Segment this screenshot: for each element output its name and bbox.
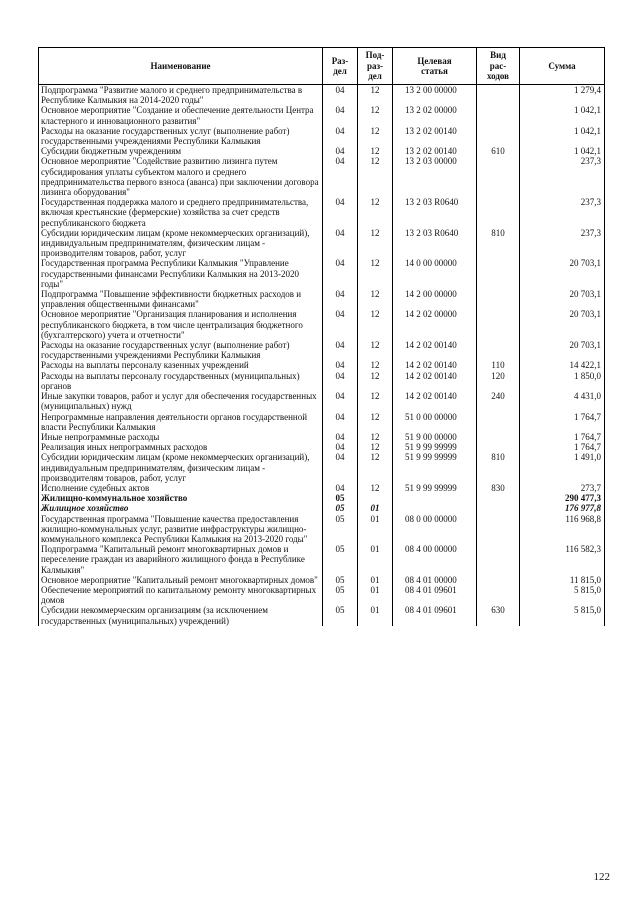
cell-celevaya: 08 4 01 09601 xyxy=(393,585,477,605)
cell-razdel: 05 xyxy=(323,585,358,605)
cell-celevaya: 14 2 02 00000 xyxy=(393,309,477,340)
cell-razdel: 04 xyxy=(323,146,358,156)
cell-razdel: 05 xyxy=(323,605,358,625)
cell-podrazdel: 12 xyxy=(358,360,393,370)
cell-summa: 237,3 xyxy=(520,156,605,197)
cell-podrazdel: 12 xyxy=(358,105,393,125)
cell-celevaya: 14 2 02 00140 xyxy=(393,371,477,391)
page-number: 122 xyxy=(593,871,610,883)
cell-name: Субсидии бюджетным учреждениям xyxy=(39,146,323,156)
cell-podrazdel: 12 xyxy=(358,412,393,432)
cell-razdel: 04 xyxy=(323,309,358,340)
table-row xyxy=(39,514,605,545)
cell-razdel: 04 xyxy=(323,197,358,228)
cell-podrazdel: 12 xyxy=(358,483,393,493)
cell-razdel: 04 xyxy=(323,85,358,106)
cell-razdel: 05 xyxy=(323,575,358,585)
cell-name: Жилищно-коммунальное хозяйство xyxy=(39,493,323,503)
table-row xyxy=(39,585,605,605)
cell-razdel: 05 xyxy=(323,514,358,545)
cell-name: Субсидии юридическим лицам (кроме некоммерческих организаций), индивидуальным предпринимателям, физическим лицам - производителям товаров, работ, услуг xyxy=(39,228,323,259)
cell-summa: 20 703,1 xyxy=(520,340,605,360)
cell-vid xyxy=(477,126,520,146)
cell-name: Государственная программа "Повышение качества предоставления жилищно-коммунальных услуг, развитие инфраструктуры жилищно-коммунального комплекса Республики Калмыкия на 2013-2020 годы" xyxy=(39,514,323,545)
cell-podrazdel: 12 xyxy=(358,371,393,391)
cell-summa: 5 815,0 xyxy=(520,585,605,605)
cell-celevaya: 08 4 01 09601 xyxy=(393,605,477,625)
table-row xyxy=(39,391,605,411)
cell-summa: 1 491,0 xyxy=(520,452,605,483)
cell-summa: 14 422,1 xyxy=(520,360,605,370)
table-row xyxy=(39,309,605,340)
cell-vid xyxy=(477,585,520,605)
table-row xyxy=(39,544,605,575)
cell-vid xyxy=(477,412,520,432)
table-row xyxy=(39,258,605,289)
cell-name: Реализация иных непрограммных расходов xyxy=(39,442,323,452)
cell-razdel: 04 xyxy=(323,412,358,432)
header-name: Наименование xyxy=(39,48,323,85)
cell-summa: 1 764,7 xyxy=(520,432,605,442)
cell-vid: 110 xyxy=(477,360,520,370)
cell-vid xyxy=(477,289,520,309)
cell-celevaya: 13 2 02 00000 xyxy=(393,105,477,125)
cell-vid xyxy=(477,493,520,503)
cell-summa: 20 703,1 xyxy=(520,258,605,289)
table-row xyxy=(39,126,605,146)
table-row xyxy=(39,360,605,370)
cell-podrazdel: 01 xyxy=(358,544,393,575)
cell-razdel: 04 xyxy=(323,258,358,289)
table-row xyxy=(39,432,605,442)
budget-table xyxy=(38,47,605,626)
cell-razdel: 04 xyxy=(323,340,358,360)
cell-podrazdel: 12 xyxy=(358,309,393,340)
cell-summa: 273,7 xyxy=(520,483,605,493)
cell-celevaya: 14 0 00 00000 xyxy=(393,258,477,289)
cell-podrazdel: 01 xyxy=(358,585,393,605)
cell-summa: 1 042,1 xyxy=(520,126,605,146)
cell-razdel: 04 xyxy=(323,105,358,125)
header-vid: Вид рас- ходов xyxy=(477,48,520,85)
cell-vid: 240 xyxy=(477,391,520,411)
cell-name: Основное мероприятие "Создание и обеспечение деятельности Центра кластерного и инновационного развития" xyxy=(39,105,323,125)
cell-podrazdel: 01 xyxy=(358,605,393,625)
table-row xyxy=(39,483,605,493)
table-row xyxy=(39,156,605,197)
table-row xyxy=(39,197,605,228)
table-row xyxy=(39,340,605,360)
table-row xyxy=(39,146,605,156)
cell-podrazdel: 12 xyxy=(358,289,393,309)
cell-podrazdel: 12 xyxy=(358,146,393,156)
cell-summa: 1 279,4 xyxy=(520,85,605,106)
cell-vid: 610 xyxy=(477,146,520,156)
table-row xyxy=(39,105,605,125)
cell-podrazdel: 12 xyxy=(358,197,393,228)
cell-vid: 810 xyxy=(477,228,520,259)
cell-summa: 11 815,0 xyxy=(520,575,605,585)
cell-celevaya xyxy=(393,493,477,503)
table-row xyxy=(39,575,605,585)
cell-summa: 237,3 xyxy=(520,228,605,259)
table-header-row xyxy=(39,48,605,85)
cell-razdel: 04 xyxy=(323,391,358,411)
cell-vid xyxy=(477,258,520,289)
cell-summa: 1 850,0 xyxy=(520,371,605,391)
cell-name: Подпрограмма "Капитальный ремонт многоквартирных домов и переселение граждан из аварийного жилищного фонда в Республике Калмыкия" xyxy=(39,544,323,575)
cell-celevaya: 13 2 03 00000 xyxy=(393,156,477,197)
cell-celevaya: 51 0 00 00000 xyxy=(393,412,477,432)
cell-podrazdel: 12 xyxy=(358,156,393,197)
cell-celevaya: 13 2 03 R0640 xyxy=(393,197,477,228)
table-body xyxy=(39,85,605,626)
cell-name: Расходы на выплаты персоналу государственных (муниципальных) органов xyxy=(39,371,323,391)
header-razdel: Раз- дел xyxy=(323,48,358,85)
cell-name: Расходы на оказание государственных услуг (выполнение работ) государственными учреждениями Республики Калмыкия xyxy=(39,126,323,146)
table-row xyxy=(39,605,605,625)
cell-name: Исполнение судебных актов xyxy=(39,483,323,493)
cell-summa: 1 764,7 xyxy=(520,442,605,452)
cell-vid xyxy=(477,514,520,545)
cell-summa: 237,3 xyxy=(520,197,605,228)
cell-celevaya: 13 2 03 R0640 xyxy=(393,228,477,259)
cell-summa: 4 431,0 xyxy=(520,391,605,411)
cell-name: Расходы на оказание государственных услуг (выполнение работ) государственными учреждениями Республики Калмыкия xyxy=(39,340,323,360)
cell-vid: 630 xyxy=(477,605,520,625)
cell-name: Жилищное хозяйство xyxy=(39,503,323,513)
cell-celevaya: 14 2 02 00140 xyxy=(393,360,477,370)
cell-name: Подпрограмма "Повышение эффективности бюджетных расходов и управления общественными финансами" xyxy=(39,289,323,309)
cell-podrazdel: 12 xyxy=(358,432,393,442)
cell-celevaya: 51 9 00 00000 xyxy=(393,432,477,442)
cell-podrazdel: 12 xyxy=(358,258,393,289)
table-row xyxy=(39,452,605,483)
cell-summa: 1 042,1 xyxy=(520,105,605,125)
cell-summa: 20 703,1 xyxy=(520,289,605,309)
cell-celevaya xyxy=(393,503,477,513)
cell-summa: 176 977,8 xyxy=(520,503,605,513)
cell-razdel: 04 xyxy=(323,452,358,483)
cell-razdel: 05 xyxy=(323,503,358,513)
table-row xyxy=(39,85,605,106)
cell-vid xyxy=(477,575,520,585)
cell-summa: 1 042,1 xyxy=(520,146,605,156)
cell-podrazdel: 01 xyxy=(358,503,393,513)
cell-podrazdel: 12 xyxy=(358,442,393,452)
cell-razdel: 04 xyxy=(323,289,358,309)
cell-razdel: 04 xyxy=(323,483,358,493)
cell-podrazdel: 01 xyxy=(358,575,393,585)
cell-vid xyxy=(477,85,520,106)
cell-celevaya: 51 9 99 99999 xyxy=(393,442,477,452)
cell-name: Основное мероприятие "Капитальный ремонт многоквартирных домов" xyxy=(39,575,323,585)
cell-vid xyxy=(477,432,520,442)
cell-podrazdel: 01 xyxy=(358,514,393,545)
cell-summa: 5 815,0 xyxy=(520,605,605,625)
cell-podrazdel: 12 xyxy=(358,85,393,106)
cell-summa: 1 764,7 xyxy=(520,412,605,432)
cell-summa: 290 477,3 xyxy=(520,493,605,503)
cell-razdel: 04 xyxy=(323,156,358,197)
cell-vid xyxy=(477,442,520,452)
cell-vid xyxy=(477,309,520,340)
cell-name: Иные непрограммные расходы xyxy=(39,432,323,442)
cell-vid xyxy=(477,503,520,513)
header-podrazdel: Под- раз- дел xyxy=(358,48,393,85)
cell-razdel: 04 xyxy=(323,360,358,370)
cell-celevaya: 08 4 01 00000 xyxy=(393,575,477,585)
cell-celevaya: 14 2 02 00140 xyxy=(393,391,477,411)
cell-name: Основное мероприятие "Содействие развитию лизинга путем субсидирования уплаты субъектом малого и среднего предпринимательства первого взноса (аванса) при заключении договора лизинга оборудования" xyxy=(39,156,323,197)
cell-vid: 810 xyxy=(477,452,520,483)
cell-name: Подпрограмма "Развитие малого и среднего предпринимательства в Республике Калмыкия на 2014-2020 годы" xyxy=(39,85,323,106)
cell-summa: 20 703,1 xyxy=(520,309,605,340)
cell-razdel: 05 xyxy=(323,544,358,575)
cell-vid xyxy=(477,340,520,360)
cell-razdel: 04 xyxy=(323,126,358,146)
cell-celevaya: 51 9 99 99999 xyxy=(393,483,477,493)
cell-vid xyxy=(477,544,520,575)
cell-vid xyxy=(477,197,520,228)
cell-celevaya: 13 2 00 00000 xyxy=(393,85,477,106)
cell-razdel: 04 xyxy=(323,371,358,391)
table-row xyxy=(39,228,605,259)
cell-name: Расходы на выплаты персоналу казенных учреждений xyxy=(39,360,323,370)
cell-celevaya: 51 9 99 99999 xyxy=(393,452,477,483)
cell-celevaya: 08 0 00 00000 xyxy=(393,514,477,545)
table-row xyxy=(39,371,605,391)
cell-razdel: 04 xyxy=(323,432,358,442)
cell-name: Непрограммные направления деятельности органов государственной власти Республики Калмыкия xyxy=(39,412,323,432)
cell-summa: 116 582,3 xyxy=(520,544,605,575)
cell-podrazdel xyxy=(358,493,393,503)
cell-name: Государственная поддержка малого и среднего предпринимательства, включая крестьянские (фермерские) хозяйства за счет средств республиканского бюджета xyxy=(39,197,323,228)
cell-celevaya: 13 2 02 00140 xyxy=(393,146,477,156)
table-row xyxy=(39,442,605,452)
cell-name: Субсидии некоммерческим организациям (за исключением государственных (муниципальных) учреждений) xyxy=(39,605,323,625)
table-row xyxy=(39,493,605,503)
cell-razdel: 04 xyxy=(323,442,358,452)
table-row xyxy=(39,503,605,513)
cell-name: Обеспечение мероприятий по капитальному ремонту многоквартирных домов xyxy=(39,585,323,605)
header-celevaya: Целевая статья xyxy=(393,48,477,85)
cell-vid: 120 xyxy=(477,371,520,391)
cell-podrazdel: 12 xyxy=(358,391,393,411)
cell-vid xyxy=(477,105,520,125)
cell-razdel: 04 xyxy=(323,228,358,259)
cell-vid xyxy=(477,156,520,197)
cell-name: Субсидии юридическим лицам (кроме некоммерческих организаций), индивидуальным предпринимателям, физическим лицам - производителям товаров, работ, услуг xyxy=(39,452,323,483)
table-row xyxy=(39,289,605,309)
cell-podrazdel: 12 xyxy=(358,452,393,483)
cell-vid: 830 xyxy=(477,483,520,493)
cell-celevaya: 14 2 00 00000 xyxy=(393,289,477,309)
cell-celevaya: 08 4 00 00000 xyxy=(393,544,477,575)
cell-celevaya: 13 2 02 00140 xyxy=(393,126,477,146)
cell-celevaya: 14 2 02 00140 xyxy=(393,340,477,360)
cell-razdel: 05 xyxy=(323,493,358,503)
header-summa: Сумма xyxy=(520,48,605,85)
cell-podrazdel: 12 xyxy=(358,126,393,146)
cell-name: Основное мероприятие "Организация планирования и исполнения республиканского бюджета, в том числе централизация бюджетного (бухгалтерского) учета и отчетности" xyxy=(39,309,323,340)
cell-podrazdel: 12 xyxy=(358,340,393,360)
cell-podrazdel: 12 xyxy=(358,228,393,259)
cell-summa: 116 968,8 xyxy=(520,514,605,545)
cell-name: Государственная программа Республики Калмыкия "Управление государственными финансами Республики Калмыкия на 2013-2020 годы" xyxy=(39,258,323,289)
table-row xyxy=(39,412,605,432)
cell-name: Иные закупки товаров, работ и услуг для обеспечения государственных (муниципальных) нужд xyxy=(39,391,323,411)
